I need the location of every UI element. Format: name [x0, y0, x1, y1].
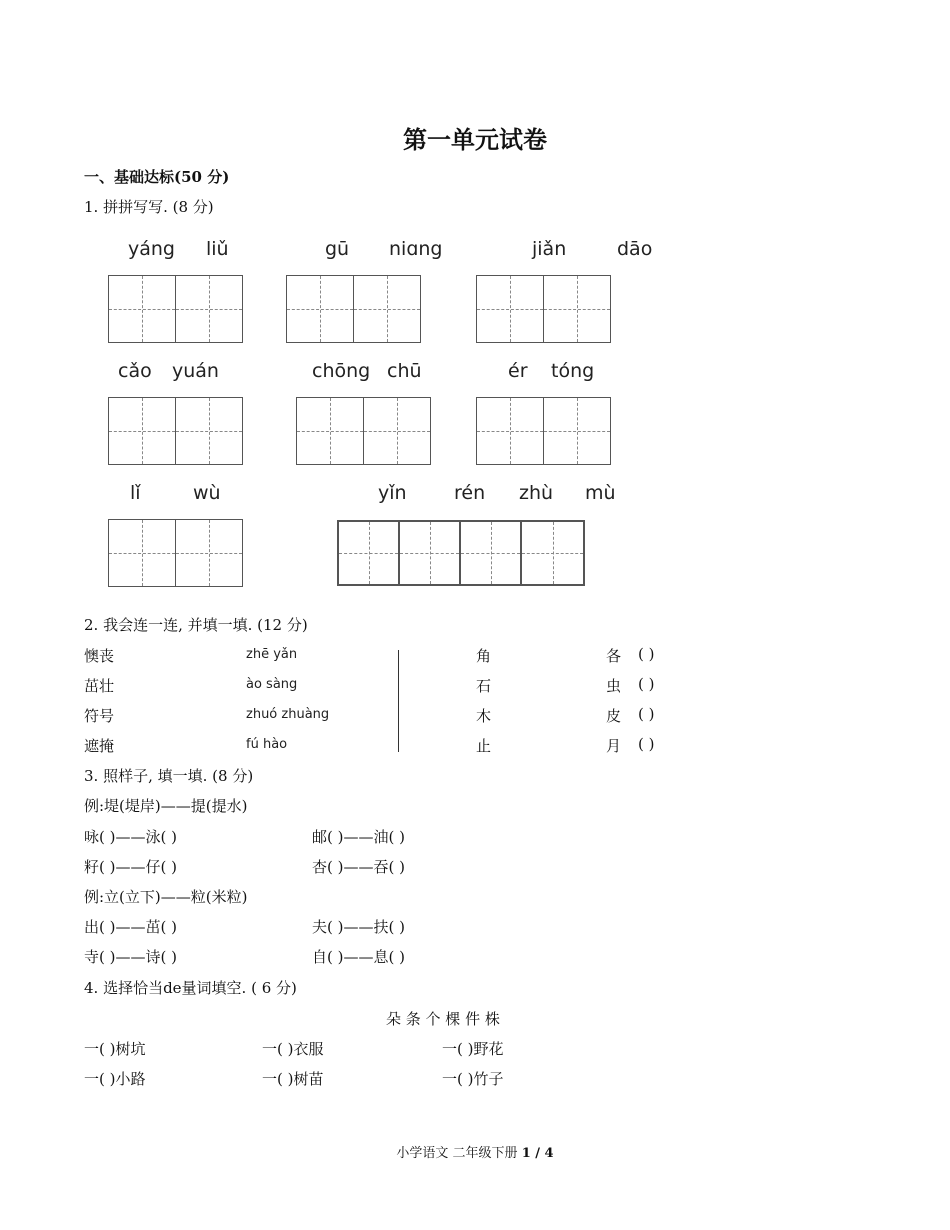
pinyin-option: zhuó zhuàng	[246, 707, 330, 722]
question-2-prompt: 2. 我会连一连, 并填一填. (12 分)	[84, 616, 308, 634]
answer-blank[interactable]: ( )	[638, 675, 655, 693]
grid-cell[interactable]	[176, 276, 242, 342]
writing-grid[interactable]	[108, 397, 243, 465]
writing-grid[interactable]	[476, 397, 611, 465]
grid-cell[interactable]	[477, 276, 544, 342]
pinyin-label: chū	[387, 360, 422, 382]
pinyin-label: lǐ	[130, 482, 141, 504]
fill-item[interactable]: 一( )衣服	[262, 1040, 324, 1058]
grid-cell[interactable]	[477, 398, 544, 464]
fill-item[interactable]: 自( )——息( )	[312, 948, 405, 966]
radical-item: 角	[476, 647, 492, 665]
char-item: 虫	[606, 677, 622, 695]
writing-grid[interactable]	[296, 397, 431, 465]
pinyin-option: ào sàng	[246, 677, 298, 692]
example-line: 例:堤(堤岸)——提(提水)	[84, 797, 248, 815]
fill-item[interactable]: 一( )竹子	[442, 1070, 504, 1088]
section-basic-heading: 一、基础达标(50 分)	[84, 168, 230, 186]
grid-cell[interactable]	[364, 398, 430, 464]
grid-cell[interactable]	[297, 398, 364, 464]
word-item: 遮掩	[84, 737, 115, 755]
fill-item[interactable]: 籽( )——仔( )	[84, 858, 177, 876]
pinyin-option: zhē yǎn	[246, 647, 298, 662]
pinyin-label: ér	[508, 360, 528, 382]
fill-item[interactable]: 寺( )——诗( )	[84, 948, 177, 966]
pinyin-label: jiǎn	[532, 238, 567, 260]
grid-cell[interactable]	[522, 522, 583, 584]
question-1-prompt: 1. 拼拼写写. (8 分)	[84, 198, 214, 216]
pinyin-label: rén	[454, 482, 486, 504]
pinyin-label: zhù	[519, 482, 554, 504]
grid-cell[interactable]	[339, 522, 400, 584]
fill-item[interactable]: 夫( )——扶( )	[312, 918, 405, 936]
fill-item[interactable]: 杏( )——吞( )	[312, 858, 405, 876]
grid-cell[interactable]	[176, 520, 242, 586]
column-divider	[398, 650, 399, 752]
char-item: 皮	[606, 707, 622, 725]
writing-grid[interactable]	[108, 275, 243, 343]
grid-cell[interactable]	[109, 398, 176, 464]
writing-grid[interactable]	[476, 275, 611, 343]
answer-blank[interactable]: ( )	[638, 645, 655, 663]
radical-item: 木	[476, 707, 492, 725]
word-item: 符号	[84, 707, 115, 725]
fill-item[interactable]: 一( )树苗	[262, 1070, 324, 1088]
page-number: 1 / 4	[521, 1146, 554, 1161]
answer-blank[interactable]: ( )	[638, 705, 655, 723]
fill-item[interactable]: 咏( )——泳( )	[84, 828, 177, 846]
word-item: 茁壮	[84, 677, 115, 695]
writing-grid[interactable]	[286, 275, 421, 343]
page-title: 第一单元试卷	[403, 125, 547, 154]
char-item: 月	[606, 737, 622, 755]
grid-cell[interactable]	[109, 520, 176, 586]
fill-item[interactable]: 一( )野花	[442, 1040, 504, 1058]
writing-grid[interactable]	[108, 519, 243, 587]
grid-cell[interactable]	[544, 276, 610, 342]
pinyin-label: cǎo	[118, 360, 152, 382]
radical-item: 止	[476, 737, 492, 755]
pinyin-label: yǐn	[378, 482, 407, 504]
pinyin-option: fú hào	[246, 737, 288, 752]
pinyin-label: gū	[325, 238, 350, 260]
grid-cell[interactable]	[109, 276, 176, 342]
question-3-prompt: 3. 照样子, 填一填. (8 分)	[84, 767, 254, 785]
fill-item[interactable]: 邮( )——油( )	[312, 828, 405, 846]
fill-item[interactable]: 一( )树坑	[84, 1040, 146, 1058]
word-item: 懊丧	[84, 647, 115, 665]
footer-text: 小学语文 二年级下册	[396, 1146, 518, 1161]
grid-cell[interactable]	[287, 276, 354, 342]
pinyin-label: chōng	[312, 360, 371, 382]
pinyin-label: tóng	[551, 360, 595, 382]
measure-word-options: 朵 条 个 棵 件 株	[386, 1010, 500, 1028]
answer-blank[interactable]: ( )	[638, 735, 655, 753]
example-line: 例:立(立下)——粒(米粒)	[84, 888, 248, 906]
fill-item[interactable]: 一( )小路	[84, 1070, 146, 1088]
writing-grid[interactable]	[337, 520, 585, 586]
pinyin-label: yáng	[128, 238, 175, 260]
radical-item: 石	[476, 677, 492, 695]
pinyin-label: wù	[193, 482, 221, 504]
pinyin-label: niɑng	[389, 238, 443, 260]
char-item: 各	[606, 647, 622, 665]
pinyin-label: liǔ	[206, 238, 229, 260]
page-footer	[0, 1142, 950, 1161]
grid-cell[interactable]	[354, 276, 420, 342]
fill-item[interactable]: 出( )——茁( )	[84, 918, 177, 936]
pinyin-label: dāo	[617, 238, 653, 260]
grid-cell[interactable]	[544, 398, 610, 464]
question-4-prompt: 4. 选择恰当de量词填空. ( 6 分)	[84, 979, 297, 997]
pinyin-label: yuán	[172, 360, 219, 382]
grid-cell[interactable]	[461, 522, 522, 584]
grid-cell[interactable]	[176, 398, 242, 464]
pinyin-label: mù	[585, 482, 616, 504]
grid-cell[interactable]	[400, 522, 461, 584]
